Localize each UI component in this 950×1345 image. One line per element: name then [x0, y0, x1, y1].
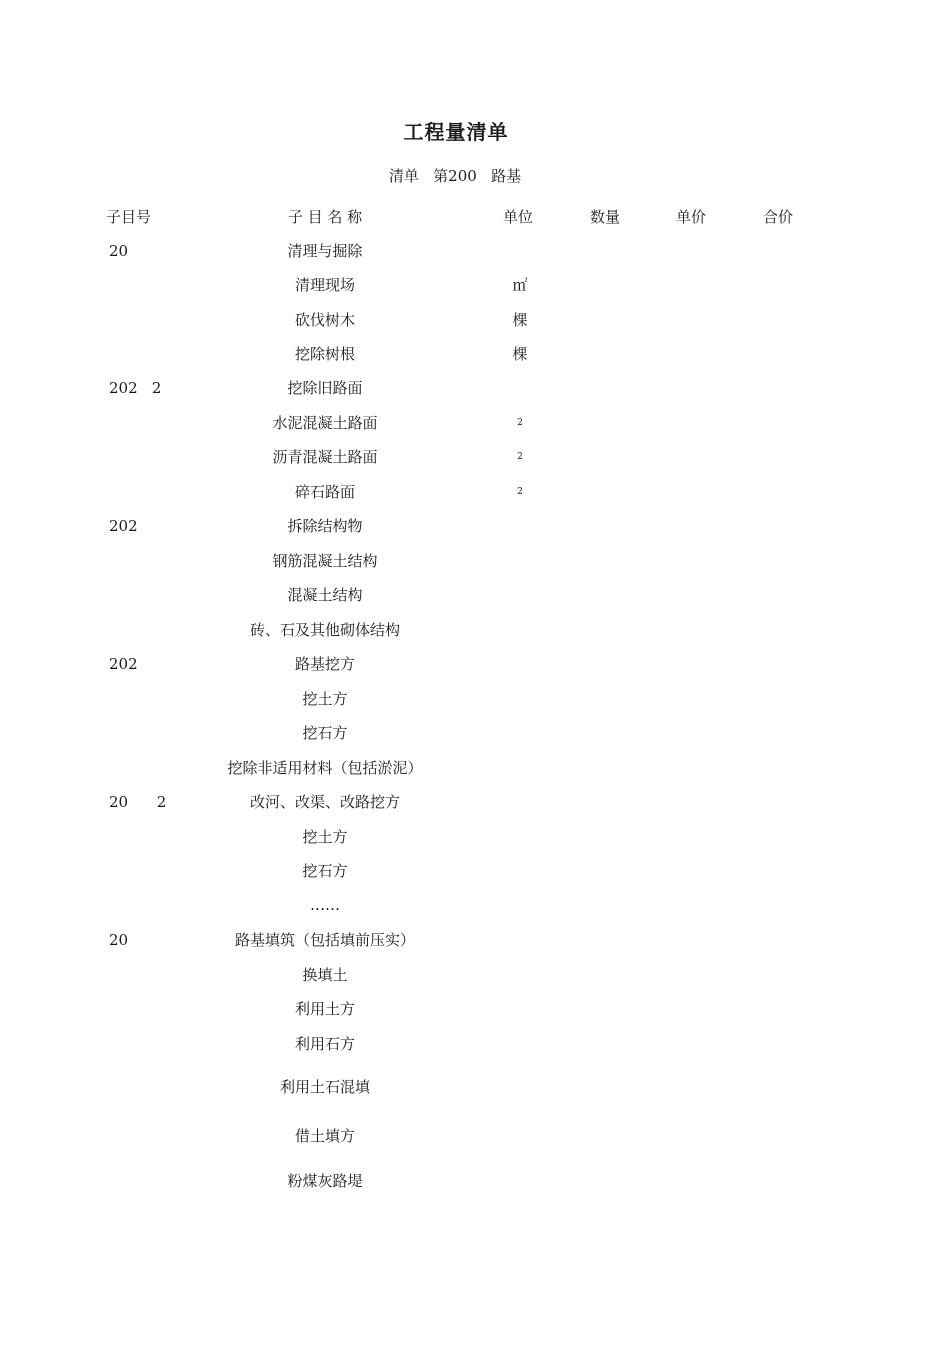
table-row	[0, 1077, 950, 1099]
row-name: ……	[310, 896, 340, 914]
header-total-price: 合价	[763, 208, 794, 226]
row-unit: 2	[517, 452, 523, 462]
row-name: 挖除旧路面	[287, 379, 363, 397]
table-row	[0, 861, 950, 883]
table-row	[0, 965, 950, 987]
row-name: 利用土方	[294, 1000, 355, 1018]
row-name: 沥青混凝土路面	[272, 448, 378, 466]
table-row	[0, 551, 950, 573]
table-row	[0, 1171, 950, 1193]
table-row	[0, 585, 950, 607]
table-row	[0, 344, 950, 366]
row-name: 砍伐树木	[294, 311, 355, 329]
row-unit: 棵	[512, 311, 528, 329]
row-code: 202	[109, 517, 138, 535]
row-name: 换填土	[302, 966, 348, 984]
table-row	[0, 827, 950, 849]
row-name: 改河、改渠、改路挖方	[249, 793, 400, 811]
table-row	[0, 241, 950, 263]
row-code: 20	[109, 242, 129, 260]
document-title: 工程量清单	[403, 120, 509, 144]
table-row	[0, 482, 950, 504]
table-row	[0, 689, 950, 711]
document-subtitle: 清单 第200 路基	[388, 167, 522, 185]
table-row	[0, 930, 950, 952]
row-name: 挖土方	[302, 828, 348, 846]
row-name: 利用石方	[294, 1035, 355, 1053]
row-code: 20	[109, 931, 129, 949]
table-row	[0, 895, 950, 917]
row-code: 20 2	[109, 793, 167, 811]
header-code: 子目号	[106, 208, 152, 226]
row-name: 清理与掘除	[287, 242, 363, 260]
table-row	[0, 413, 950, 435]
table-row	[0, 999, 950, 1021]
table-row	[0, 378, 950, 400]
table-row	[0, 758, 950, 780]
row-code: 202	[109, 655, 138, 673]
row-name: 挖石方	[302, 724, 348, 742]
row-name: 路基挖方	[294, 655, 355, 673]
row-name: 清理现场	[294, 276, 355, 294]
header-quantity: 数量	[590, 208, 621, 226]
row-name: 挖土方	[302, 690, 348, 708]
row-name: 路基填筑（包括填前压实）	[234, 931, 415, 949]
row-name: 砖、石及其他砌体结构	[249, 621, 400, 639]
row-unit: ㎡	[512, 276, 528, 294]
row-unit: 2	[517, 487, 523, 497]
row-name: 混凝土结构	[287, 586, 363, 604]
table-row	[0, 1126, 950, 1148]
row-unit: 2	[517, 418, 523, 428]
table-row	[0, 275, 950, 297]
row-name: 钢筋混凝土结构	[272, 552, 378, 570]
table-row	[0, 447, 950, 469]
table-row	[0, 1034, 950, 1056]
table-header	[0, 207, 950, 229]
row-name: 碎石路面	[294, 483, 355, 501]
table-row	[0, 723, 950, 745]
header-unit-price: 单价	[676, 208, 707, 226]
table-row	[0, 620, 950, 642]
header-name: 子 目 名 称	[287, 208, 363, 226]
row-name: 挖除非适用材料（包括淤泥）	[227, 759, 423, 777]
table-row	[0, 654, 950, 676]
row-unit: 棵	[512, 345, 528, 363]
row-name: 利用土石混填	[279, 1078, 370, 1096]
table-row	[0, 792, 950, 814]
header-unit: 单位	[503, 208, 534, 226]
row-code: 202 2	[109, 379, 162, 397]
row-name: 挖石方	[302, 862, 348, 880]
table-row	[0, 310, 950, 332]
table-row	[0, 516, 950, 538]
row-name: 粉煤灰路堤	[287, 1172, 363, 1190]
row-name: 水泥混凝土路面	[272, 414, 378, 432]
row-name: 拆除结构物	[287, 517, 363, 535]
row-name: 挖除树根	[294, 345, 355, 363]
row-name: 借土填方	[294, 1127, 355, 1145]
